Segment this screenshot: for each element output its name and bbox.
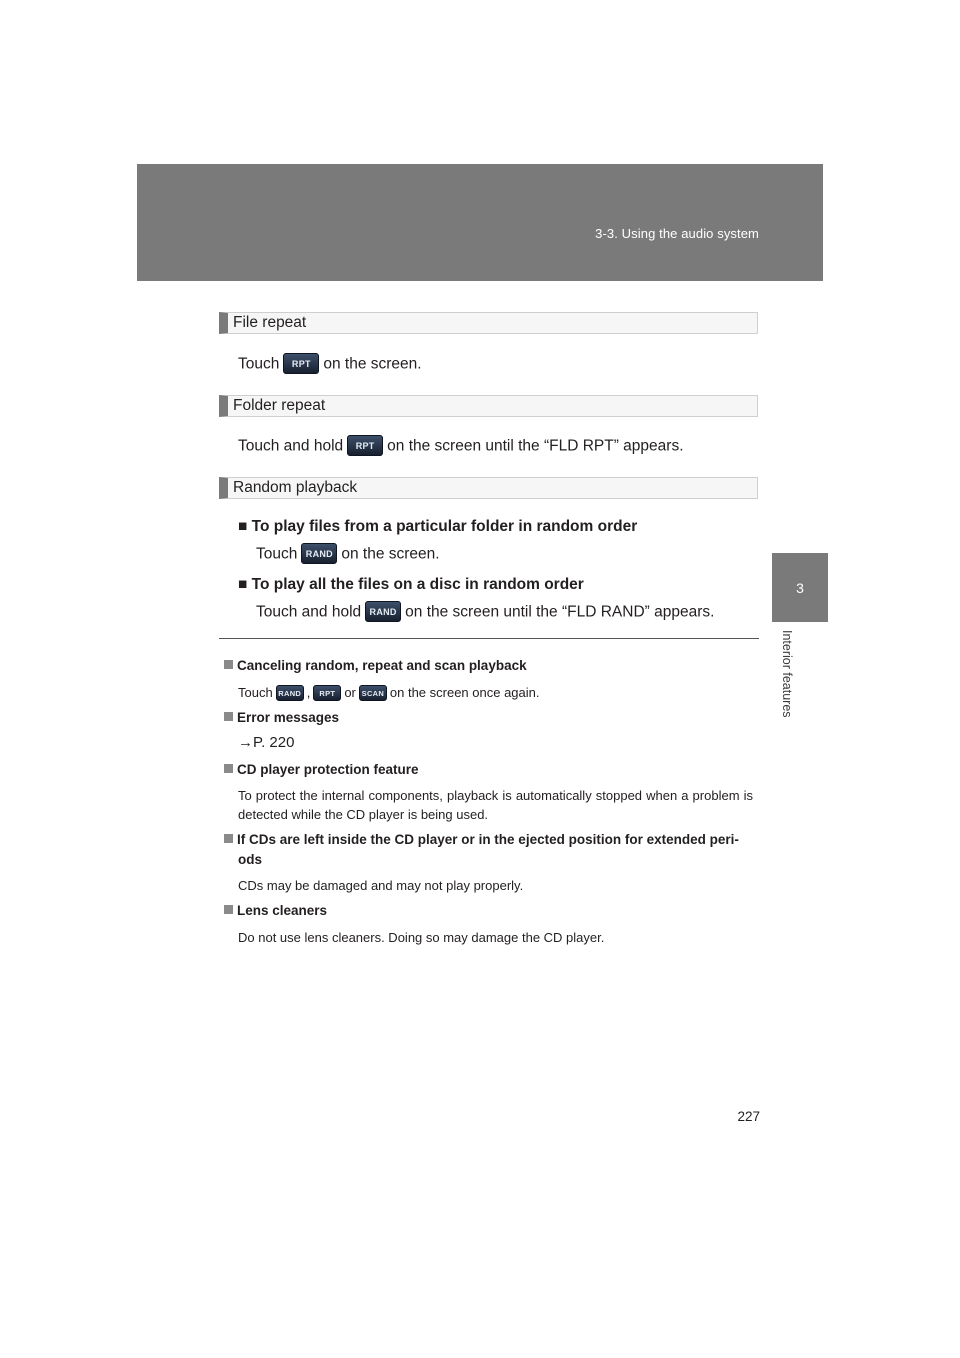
rpt-button-icon: RPT bbox=[347, 435, 383, 456]
heading-folder-repeat: Folder repeat bbox=[219, 395, 758, 417]
instruction-pre: Touch and hold bbox=[256, 603, 362, 621]
note-canceling-body: Touch RAND , RPT or SCAN on the screen once again. bbox=[238, 685, 540, 700]
square-bullet-icon bbox=[224, 834, 233, 843]
rpt-button-icon: RPT bbox=[313, 685, 341, 701]
header-band bbox=[137, 164, 823, 281]
instruction-post: on the screen until the “FLD RPT” appears. bbox=[387, 437, 684, 455]
chapter-label: Interior features bbox=[780, 630, 794, 718]
instruction-pre: Touch bbox=[238, 355, 280, 373]
note-error-title: Error messages bbox=[224, 709, 339, 727]
section-divider bbox=[219, 638, 759, 639]
note-left-inside-title: If CDs are left inside the CD player or in the ejected position for extended peri- bbox=[224, 831, 739, 849]
instruction-pre: Touch bbox=[256, 545, 298, 563]
note-protection-title: CD player protection feature bbox=[224, 761, 419, 779]
note-error-ref: →P. 220 bbox=[238, 734, 295, 751]
note-canceling-title: Canceling random, repeat and scan playback bbox=[224, 657, 527, 675]
instruction-post: on the screen until the “FLD RAND” appears. bbox=[405, 603, 715, 621]
section-title: 3-3. Using the audio system bbox=[595, 226, 759, 241]
note-left-inside-body: CDs may be damaged and may not play properly. bbox=[238, 878, 524, 893]
instruction-pre: Touch and hold bbox=[238, 437, 344, 455]
random-sub1-instruction bbox=[256, 543, 440, 566]
instruction-post: on the screen. bbox=[323, 355, 422, 373]
rpt-button-icon: RPT bbox=[283, 353, 319, 374]
folder-repeat-instruction bbox=[238, 435, 684, 458]
random-sub1-title: ■ To play files from a particular folder in random order bbox=[238, 518, 638, 535]
note-lens-body: Do not use lens cleaners. Doing so may damage the CD player. bbox=[238, 930, 605, 945]
scan-button-icon: SCAN bbox=[359, 685, 387, 701]
note-left-inside-title-cont: ods bbox=[238, 852, 263, 867]
square-bullet-icon bbox=[224, 660, 233, 669]
chapter-tab bbox=[772, 553, 828, 622]
file-repeat-instruction bbox=[238, 353, 422, 376]
square-bullet-icon bbox=[224, 905, 233, 914]
note-lens-title: Lens cleaners bbox=[224, 902, 327, 920]
rand-button-icon: RAND bbox=[365, 601, 401, 622]
heading-file-repeat: File repeat bbox=[219, 312, 758, 334]
instruction-post: on the screen. bbox=[341, 545, 440, 563]
square-bullet-icon bbox=[224, 712, 233, 721]
page-number: 227 bbox=[737, 1109, 760, 1124]
chapter-number: 3 bbox=[796, 579, 804, 596]
rand-button-icon: RAND bbox=[276, 685, 304, 701]
random-sub2-title: ■ To play all the files on a disc in random order bbox=[238, 576, 584, 593]
note-protection-body: To protect the internal components, playback is automatically stopped when a problem is detected while the CD player is being used. bbox=[238, 788, 753, 822]
random-sub2-instruction bbox=[256, 601, 714, 624]
heading-random-playback: Random playback bbox=[219, 477, 758, 499]
rand-button-icon: RAND bbox=[301, 543, 337, 564]
square-bullet-icon bbox=[224, 764, 233, 773]
